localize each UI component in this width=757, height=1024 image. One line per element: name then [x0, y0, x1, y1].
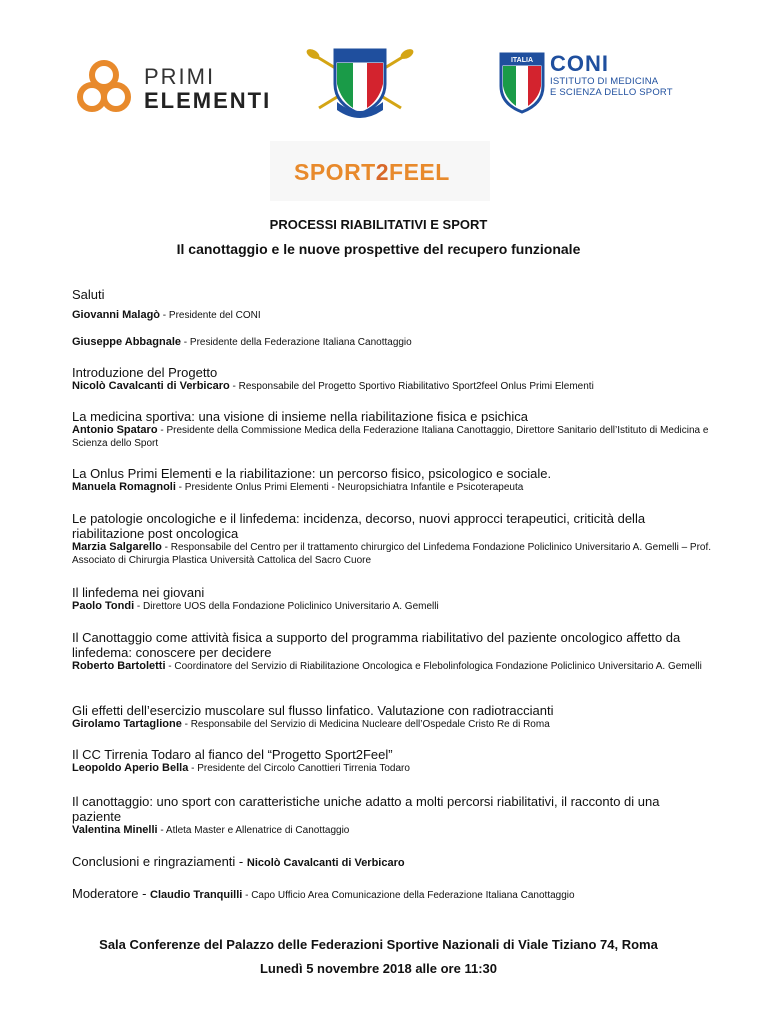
session-topic: Introduzione del Progetto [72, 365, 218, 380]
speaker-role: - Direttore UOS della Fondazione Policlinico Universitario A. Gemelli [134, 601, 439, 612]
speaker-name: Nicolò Cavalcanti di Verbicaro [72, 380, 230, 392]
moderator-label: Moderatore [72, 886, 139, 901]
conclusion-speaker: Nicolò Cavalcanti di Verbicaro [246, 857, 405, 869]
coni-wordmark [550, 52, 673, 98]
speaker-role: - Responsabile del Progetto Sportivo Riabilitativo Sport2feel Onlus Primi Elementi [229, 381, 594, 392]
speaker-role: - Presidente del CONI [160, 310, 261, 321]
venue: Sala Conferenze del Palazzo delle Federazioni Sportive Nazionali di Viale Tiziano 74, Roma [99, 937, 658, 952]
session-1 [72, 365, 712, 393]
sport2feel-part1: SPORT [294, 159, 376, 185]
speaker-name: Marzia Salgarello [72, 541, 162, 553]
session-3 [72, 466, 712, 494]
greeting: Saluti [72, 287, 105, 302]
conclusion-label: Conclusioni e ringraziamenti [72, 854, 236, 869]
speaker-name: Antonio Spataro [72, 424, 158, 436]
coni-logo [498, 50, 673, 120]
session-5 [72, 585, 712, 613]
session-topic: Le patologie oncologiche e il linfedema: incidenza, decorso, nuovi approcci terapeutici, criticità della riabilitazione post oncologica [72, 511, 646, 541]
speaker-name: Giovanni Malagò [72, 309, 161, 321]
speaker-role: - Presidente della Federazione Italiana Canottaggio [181, 337, 412, 348]
primi-elementi-logo [72, 53, 272, 121]
speaker-role: - Responsabile del Servizio di Medicina Nucleare dell’Ospedale Cristo Re di Roma [181, 719, 550, 730]
session-topic: Il canottaggio: uno sport con caratteristiche uniche adatto a molti percorsi riabilitativi, il racconto di una paziente [72, 794, 660, 824]
speaker-saluti-1 [72, 309, 712, 322]
speaker-name: Girolamo Tartaglione [72, 718, 182, 730]
conclusion-separator: - [235, 854, 247, 869]
speaker-name: Valentina Minelli [72, 824, 158, 836]
primi-elementi-line1: PRIMI [144, 64, 216, 89]
page-title: PROCESSI RIABILITATIVI E SPORT [269, 217, 488, 232]
primi-elementi-wordmark [144, 65, 271, 113]
speaker-role: - Coordinatore del Servizio di Riabilitazione Oncologica e Flebolinfologica Fondazione Policlinico Universitario A. Gemelli [165, 661, 702, 672]
page-subtitle: Il canottaggio e le nuove prospettive del recupero funzionale [176, 241, 581, 257]
coni-italia-tag: ITALIA [510, 57, 534, 64]
event-datetime: Lunedì 5 novembre 2018 alle ore 11:30 [259, 961, 497, 976]
fic-crest-icon [305, 38, 415, 124]
session-8 [72, 747, 712, 775]
primi-elementi-knot-icon [72, 55, 136, 119]
speaker-role: - Responsabile del Centro per il trattamento chirurgico del Linfedema Fondazione Policlinico Universitario A. Gemelli – Prof. Associato di Chirurgia Plastica Università Cattolica del Sacro Cuore [72, 542, 712, 566]
session-topic: La medicina sportiva: una visione di insieme nella riabilitazione fisica e psichica [72, 409, 528, 424]
coni-name: CONI [550, 51, 609, 76]
speaker-role: - Presidente della Commissione Medica della Federazione Italiana Canottaggio, Direttore Sanitario dell’Istituto di Medicina e Scienza dello Sport [72, 425, 709, 449]
speaker-name: Roberto Bartoletti [72, 660, 166, 672]
session-topic: Gli effetti dell’esercizio muscolare sul flusso linfatico. Valutazione con radiotraccianti [72, 703, 554, 718]
fic-badge-text: FIC [352, 40, 368, 50]
moderator-role: - Capo Ufficio Area Comunicazione della Federazione Italiana Canottaggio [242, 890, 575, 901]
sport2feel-wordmark [294, 159, 450, 186]
session-2 [72, 409, 712, 450]
session-topic: Il CC Tirrenia Todaro al fianco del “Progetto Sport2Feel” [72, 747, 393, 762]
session-9 [72, 794, 712, 837]
session-6 [72, 630, 712, 673]
fic-logo [305, 38, 415, 124]
speaker-name: Leopoldo Aperio Bella [72, 762, 189, 774]
session-topic: La Onlus Primi Elementi e la riabilitazione: un percorso fisico, psicologico e sociale. [72, 466, 552, 481]
sport2feel-logo [270, 141, 490, 201]
session-topic: Il Canottaggio come attività fisica a supporto del programma riabilitativo del paziente oncologico affetto da linfedema: conoscere per decidere [72, 630, 681, 660]
sport2feel-part2: 2 [375, 159, 390, 185]
moderator-separator: - [138, 886, 151, 901]
session-7 [72, 703, 712, 731]
speaker-name: Manuela Romagnoli [72, 481, 176, 493]
conclusion-line [72, 854, 712, 870]
moderator-name: Claudio Tranquilli [150, 889, 243, 901]
session-4 [72, 511, 712, 567]
moderator-line [72, 886, 712, 902]
sport2feel-part3: FEEL [389, 159, 450, 185]
primi-elementi-line2: ELEMENTI [144, 88, 272, 113]
speaker-name: Giuseppe Abbagnale [72, 336, 182, 348]
speaker-saluti-2 [72, 336, 712, 349]
speaker-name: Paolo Tondi [72, 600, 135, 612]
session-topic: Il linfedema nei giovani [72, 585, 205, 600]
coni-line1: ISTITUTO DI MEDICINA [550, 76, 659, 87]
speaker-role: - Atleta Master e Allenatrice di Canottaggio [157, 825, 350, 836]
speaker-role: - Presidente Onlus Primi Elementi - Neuropsichiatra Infantile e Psicoterapeuta [175, 482, 524, 493]
logo-row [0, 0, 757, 140]
speaker-role: - Presidente del Circolo Canottieri Tirrenia Todaro [188, 763, 410, 774]
coni-line2: E SCIENZA DELLO SPORT [550, 87, 673, 98]
